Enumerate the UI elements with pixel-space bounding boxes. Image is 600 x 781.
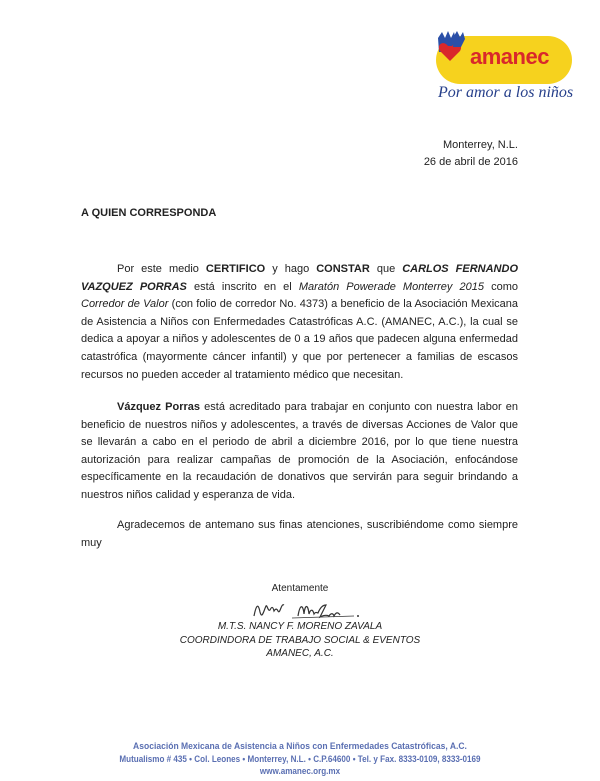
logo-text: amanec (470, 44, 549, 69)
signatory-title: COORDINDORA DE TRABAJO SOCIAL & EVENTOS (179, 634, 421, 646)
letterhead-footer (30, 741, 570, 777)
closing-atentamente: Atentamente (271, 583, 329, 594)
greeting: A QUIEN CORRESPONDA (81, 207, 217, 219)
paragraph-certification (81, 261, 518, 384)
handwritten-signature (248, 596, 368, 622)
text: (con folio de corredor No. 4373) a beneficio de la Asociación Mexicana de Asistencia a Niños con Enfermedades Catastróficas A.C. (AMANEC, A.C.), la cual se dedica a apoyar a niños y adolescentes de 0 a 19 años que padecen alguna enfermedad catastrófica (mayormente cáncer infantil) y que por pertenecer a familias de escasos recursos no pueden acceder al tratamiento médico que necesitan. (81, 298, 518, 381)
signatory-block (0, 620, 600, 661)
date: 26 de abril de 2016 (423, 156, 518, 168)
footer-org: Asociación Mexicana de Asistencia a Niños con Enfermedades Catastróficas, A.C. (133, 741, 467, 752)
text: que (369, 263, 403, 275)
text: está acreditado para trabajar en conjunto con nuestra labor en beneficio de nuestros niños y adolescentes, a través de diversas Acciones de Valor que se llevarán a cabo en el periodo de abril a diciembre 2016, por lo que tiene nuestra autorización para realizar campañas de promoción de la Asociación, enfocándose específicamente en la recaudación de donativos que servirán para seguir brindando a nuestros niños calidad y esperanza de vida. (81, 401, 519, 501)
paragraph-thanks (81, 517, 518, 552)
paragraph-accreditation (81, 399, 518, 505)
text: y hago (265, 263, 317, 275)
bold-text: CERTIFICO (205, 263, 266, 275)
footer-website: www.amanec.org.mx (259, 766, 341, 776)
text: como (484, 280, 518, 293)
italic-text: Corredor de Valor (81, 298, 169, 311)
bold-text: CONSTAR (316, 263, 370, 275)
text: Por este medio (117, 263, 206, 275)
hands-heart-icon (430, 28, 474, 72)
italic-text: Maratón Powerade Monterrey 2015 (298, 280, 484, 293)
bold-text: Vázquez Porras (117, 401, 201, 413)
tagline: Por amor a los niños (438, 84, 574, 101)
city: Monterrey, N.L. (443, 139, 518, 151)
footer-address: Mutualismo # 435 • Col. Leones • Monterrey, N.L. • C.P.64600 • Tel. y Fax. 8333-0109, 8333-0169 (119, 754, 481, 764)
place-date (424, 137, 518, 171)
signatory-org: AMANEC, A.C. (266, 648, 334, 659)
person-name: CARLOS FERNANDO VAZQUEZ PORRAS (81, 263, 518, 293)
text: está inscrito en el (186, 280, 299, 293)
signatory-name: M.T.S. NANCY F. MORENO ZAVALA (217, 621, 383, 632)
text: Agradecemos de antemano sus finas atenciones, suscribiéndome como siempre muy (81, 519, 518, 549)
